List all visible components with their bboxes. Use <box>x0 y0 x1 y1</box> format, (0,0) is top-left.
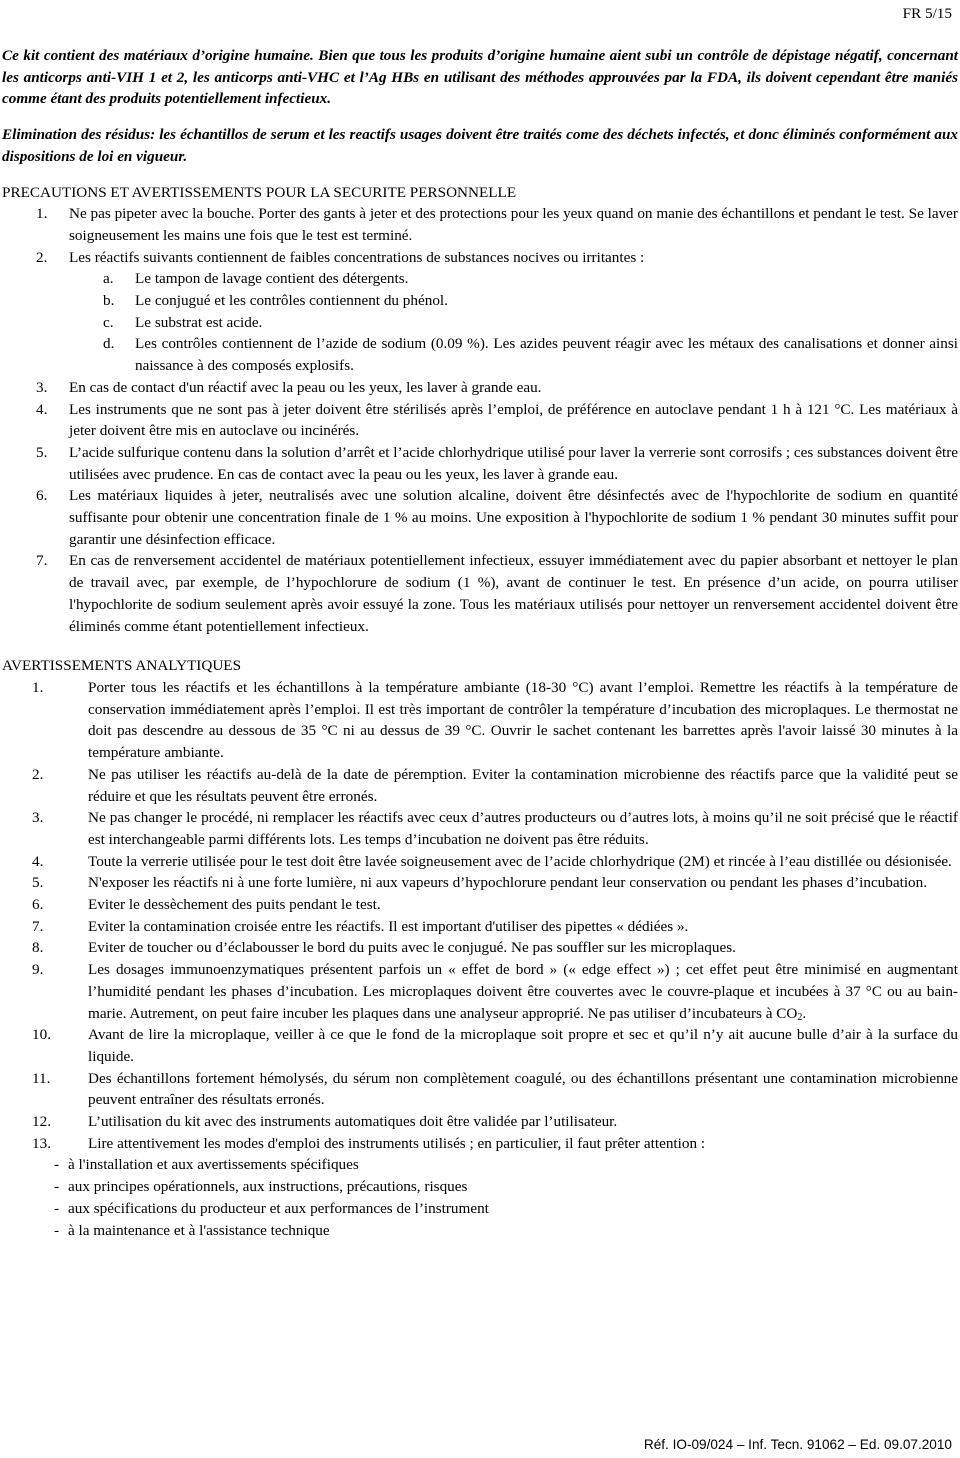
dash-list-item <box>2 1198 958 1220</box>
list-item-number: 11. <box>32 1069 51 1087</box>
subscript-two: 2 <box>797 1011 803 1023</box>
section-title-safety-precautions: PRECAUTIONS ET AVERTISSEMENTS POUR LA SECURITE PERSONNELLE <box>2 183 517 201</box>
list-item <box>2 1024 958 1067</box>
sub-list-text: Le tampon de lavage contient des détergents. <box>135 270 409 288</box>
list-item-text: N'exposer les réactifs ni à une forte lumière, ni aux vapeurs d’hypochlorure pendant leur conservation ou pendant les phases d’incubation. <box>88 874 928 892</box>
list-item <box>2 937 958 959</box>
list-item-text: En cas de renversement accidentel de matériaux potentiellement infectieux, essuyer immédiatement avec du papier absorbant et nettoyer le plan de travail avec, par exemple, de l’hypochlorure de sodium (1 %), avant de continuer le test. En présence d’un acide, on pourra utiliser l'hypochlorite de sodium seulement après avoir essuyé la zone. Tous les matériaux utilisés pour nettoyer un renversement accidentel doivent être éliminés comme étant potentiellement infectieux. <box>69 552 958 635</box>
dash-bullet: - <box>54 1178 60 1196</box>
list-item-text: Eviter le dessèchement des puits pendant le test. <box>88 896 381 914</box>
list-item <box>2 959 958 1024</box>
list-item <box>2 442 958 485</box>
list-item-text: Eviter la contamination croisée entre les réactifs. Il est important d'utiliser des pipettes « dédiées ». <box>88 917 689 935</box>
list-item-number: 2. <box>32 765 44 783</box>
sub-list-text: Le substrat est acide. <box>135 313 263 331</box>
list-item-text: Eviter de toucher ou d’éclabousser le bord du puits avec le conjugué. Ne pas souffler sur les microplaques. <box>88 939 736 957</box>
dash-list-item <box>2 1154 958 1176</box>
list-item <box>2 764 958 807</box>
list-item <box>2 203 958 246</box>
list-item-text: Les instruments que ne sont pas à jeter doivent être stérilisés après l’emploi, de préférence en autoclave pendant 1 h à 121 °C. Les matériaux à jeter doivent être mis en autoclave ou incinérés. <box>69 400 958 440</box>
dash-list-text: à l'installation et aux avertissements spécifiques <box>68 1156 359 1174</box>
list-item <box>2 872 958 894</box>
dash-bullet: - <box>54 1221 60 1239</box>
intro-paragraph-waste-disposal: Elimination des résidus: les échantillos de serum et les reactifs usages doivent être traités come des déchets infectés, et donc éliminés conformément aux dispositions de loi en vigueur. <box>2 126 958 165</box>
list-item <box>2 485 958 550</box>
section-title-analytical-warnings: AVERTISSEMENTS ANALYTIQUES <box>2 657 242 675</box>
list-item-number: 6. <box>36 487 48 505</box>
sub-list-letter: b. <box>103 292 115 310</box>
list-item-number: 2. <box>36 248 48 266</box>
list-item-number: 7. <box>36 552 48 570</box>
list-item-number: 9. <box>32 961 44 979</box>
list-item <box>2 550 958 637</box>
list-item <box>2 377 958 399</box>
list-item <box>2 677 958 764</box>
list-item-number: 5. <box>32 874 44 892</box>
list-item-number: 8. <box>32 939 44 957</box>
page-number: FR 5/15 <box>902 5 952 22</box>
list-item-text: L’acide sulfurique contenu dans la solution d’arrêt et l’acide chlorhydrique utilisé pour laver la verrerie sont corrosifs ; ces substances doivent être utilisées avec prudence. En cas de contact avec la peau ou les yeux, les laver à grande eau. <box>69 443 958 483</box>
list-item-text: Ne pas utiliser les réactifs au-delà de la date de péremption. Eviter la contamination microbienne des réactifs parce que la validité peut se réduire et que les résultats peuvent être erronés. <box>88 765 958 805</box>
list-item-number: 7. <box>32 917 44 935</box>
list-item-number: 5. <box>36 443 48 461</box>
list-item-text: L’utilisation du kit avec des instruments automatiques doit être validée par l’utilisateur. <box>88 1113 618 1131</box>
sub-list-item <box>2 333 958 376</box>
list-item <box>2 851 958 873</box>
list-item <box>2 916 958 938</box>
list-item-number: 3. <box>32 809 44 827</box>
dash-list-item <box>2 1220 958 1242</box>
dash-list-text: aux spécifications du producteur et aux performances de l’instrument <box>68 1199 489 1217</box>
dash-list-text: aux principes opérationnels, aux instructions, précautions, risques <box>68 1178 468 1196</box>
list-item <box>2 247 958 269</box>
list-item <box>2 1133 958 1155</box>
dash-list-item <box>2 1176 958 1198</box>
document-body <box>2 45 958 1241</box>
list-item-text: Avant de lire la microplaque, veiller à ce que le fond de la microplaque soit propre et sec et qu’il n’y ait aucune bulle d’air à la surface du liquide. <box>88 1026 958 1065</box>
list-item-text: Porter tous les réactifs et les échantillons à la température ambiante (18-30 °C) avant l’emploi. Remettre les réactifs à la température de conservation immédiatement après l’emploi. Il est très important de contrôler la température d’incubation des microplaques. Le thermostat ne doit pas descendre au dessous de 35 °C ni au dessus de 39 °C. Ouvrir le sachet contenant les barrettes après l'avoir laissé 30 minutes à la température ambiante. <box>88 678 958 762</box>
list-item-text: Les matériaux liquides à jeter, neutralisés avec une solution alcaline, doivent être désinfectés avec de l'hypochlorite de sodium en quantité suffisante pour obtenir une concentration finale de 1 % au moins. Une exposition à l'hypochlorite de sodium 1 % pendant 30 minutes suffit pour garantir une désinfection efficace. <box>69 487 958 548</box>
list-item-number: 4. <box>32 852 44 870</box>
list-item-text-end: . <box>802 1004 807 1022</box>
list-item <box>2 807 958 850</box>
list-item <box>2 1068 958 1111</box>
list-item-number: 4. <box>36 400 48 418</box>
sub-list-letter: a. <box>103 270 114 288</box>
list-item-number: 12. <box>32 1113 51 1131</box>
list-item <box>2 894 958 916</box>
list-item-text: En cas de contact d'un réactif avec la peau ou les yeux, les laver à grande eau. <box>69 378 542 396</box>
sub-list-item <box>2 312 958 334</box>
list-item-text: Toute la verrerie utilisée pour le test doit être lavée soigneusement avec de l’acide chlorhydrique (2M) et rincée à l’eau distillée ou désionisée. <box>88 852 952 870</box>
list-item <box>2 1111 958 1133</box>
list-item-number: 1. <box>32 678 44 696</box>
list-item-text: Des échantillons fortement hémolysés, du sérum non complètement coagulé, ou des échantillons présentant une contamination microbienne peuvent entraîner des résultats erronés. <box>88 1069 958 1109</box>
list-item-number: 3. <box>36 378 48 396</box>
dash-bullet: - <box>54 1199 60 1217</box>
sub-list-text: Les contrôles contiennent de l’azide de sodium (0.09 %). Les azides peuvent réagir avec les métaux des canalisations et donner ainsi naissance à des composés explosifs. <box>135 335 958 375</box>
list-item-text: Les réactifs suivants contiennent de faibles concentrations de substances nocives ou irritantes : <box>69 248 645 266</box>
sub-list-item <box>2 290 958 312</box>
list-item-text: Ne pas pipeter avec la bouche. Porter des gants à jeter et des protections pour les yeux quand on manie des échantillons et pendant le test. Se laver soigneusement les mains une fois que le test est terminé. <box>69 205 958 244</box>
list-item <box>2 399 958 442</box>
list-item-text <box>88 959 958 1024</box>
sub-list-letter: c. <box>103 313 114 331</box>
list-item-number: 13. <box>32 1134 51 1152</box>
sub-list-text: Le conjugué et les contrôles contiennent du phénol. <box>135 292 448 310</box>
list-item-number: 10. <box>32 1026 51 1044</box>
list-item-text: Lire attentivement les modes d'emploi des instruments utilisés ; en particulier, il faut prêter attention : <box>88 1134 706 1152</box>
dash-bullet: - <box>54 1156 60 1174</box>
dash-list-text: à la maintenance et à l'assistance technique <box>68 1221 330 1239</box>
document-reference-footer: Réf. IO-09/024 – Inf. Tecn. 91062 – Ed. 09.07.2010 <box>643 1437 952 1452</box>
sub-list-letter: d. <box>103 335 115 353</box>
list-item-number: 1. <box>36 205 48 223</box>
list-item-text: Ne pas changer le procédé, ni remplacer les réactifs avec ceux d’autres producteurs ou d’autres lots, à moins qu’il ne soit précisé que le réactif est interchangeable parmi différents lots. Les temps d’incubation ne doivent pas être réduits. <box>88 809 958 848</box>
sub-list-item <box>2 268 958 290</box>
list-item-number: 6. <box>32 896 44 914</box>
intro-paragraph-human-origin: Ce kit contient des matériaux d’origine humaine. Bien que tous les produits d’origine humaine aient subi un contrôle de dépistage négatif, concernant les anticorps anti-VIH 1 et 2, les anticorps anti-VHC et l’Ag HBs en utilisant des méthodes approuvées par la FDA, ils doivent cependant être maniés comme étant des produits potentiellement infectieux. <box>2 47 958 108</box>
list-item-text-main: Les dosages immunoenzymatiques présentent parfois un « effet de bord » (« edge effect ») ; cet effet peut être minimisé en augmentant l’humidité pendant les phases d’incubation. Les microplaques doivent être couvertes avec le couvre-plaque et incubées à 37 °C ou au bain-marie. Autrement, on peut faire incuber les plaques dans une analyseur approprié. Ne pas utiliser d’incubateurs à CO <box>88 961 958 1022</box>
